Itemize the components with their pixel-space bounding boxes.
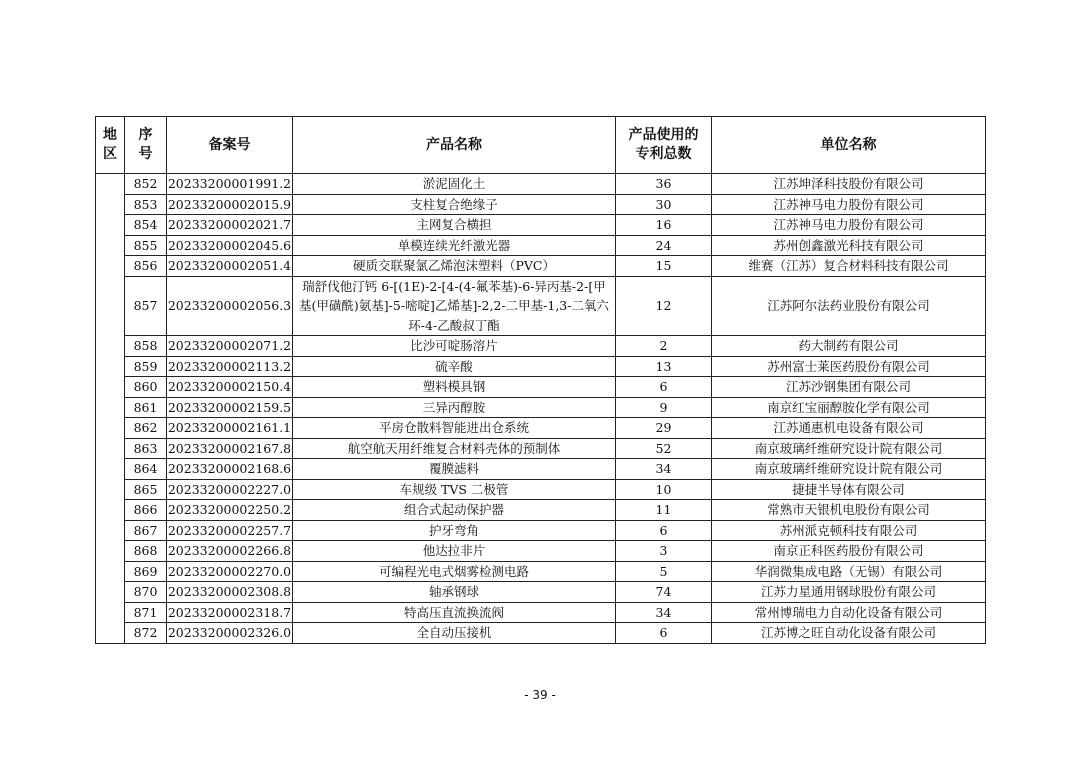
table-row [96, 194, 986, 215]
seq-cell: 859 [125, 356, 167, 377]
header-product-name: 产品名称 [293, 117, 616, 174]
product-name-cell: 全自动压接机 [293, 623, 616, 644]
product-name-cell: 塑料模具钢 [293, 377, 616, 398]
table-row [96, 377, 986, 398]
patent-count-cell: 30 [616, 194, 712, 215]
table-row [96, 561, 986, 582]
product-name-cell: 淤泥固化土 [293, 174, 616, 195]
record-no-cell: 20233200002257.7 [167, 520, 293, 541]
product-name-cell: 护牙弯角 [293, 520, 616, 541]
patent-count-cell: 6 [616, 520, 712, 541]
product-name-cell: 三异丙醇胺 [293, 397, 616, 418]
patent-count-cell: 13 [616, 356, 712, 377]
patent-count-cell: 3 [616, 541, 712, 562]
table-row [96, 582, 986, 603]
unit-name-cell: 药大制药有限公司 [712, 336, 986, 357]
table-row [96, 500, 986, 521]
record-no-cell: 20233200002113.2 [167, 356, 293, 377]
seq-cell: 861 [125, 397, 167, 418]
seq-cell: 855 [125, 235, 167, 256]
patent-count-cell: 24 [616, 235, 712, 256]
patent-count-cell: 36 [616, 174, 712, 195]
seq-cell: 871 [125, 602, 167, 623]
unit-name-cell: 江苏神马电力股份有限公司 [712, 194, 986, 215]
patent-count-cell: 2 [616, 336, 712, 357]
unit-name-cell: 江苏阿尔法药业股份有限公司 [712, 276, 986, 336]
seq-cell: 872 [125, 623, 167, 644]
product-name-cell: 他达拉非片 [293, 541, 616, 562]
record-no-cell: 20233200002266.8 [167, 541, 293, 562]
patent-count-cell: 15 [616, 256, 712, 277]
seq-cell: 860 [125, 377, 167, 398]
unit-name-cell: 江苏坤泽科技股份有限公司 [712, 174, 986, 195]
patent-count-cell: 34 [616, 602, 712, 623]
product-name-cell: 特高压直流换流阀 [293, 602, 616, 623]
product-name-cell: 轴承钢球 [293, 582, 616, 603]
table-row [96, 418, 986, 439]
unit-name-cell: 南京红宝丽醇胺化学有限公司 [712, 397, 986, 418]
product-name-cell: 硫辛酸 [293, 356, 616, 377]
table-row [96, 623, 986, 644]
patent-count-cell: 6 [616, 623, 712, 644]
header-patent-count: 产品使用的 专利总数 [616, 117, 712, 174]
patent-count-cell: 11 [616, 500, 712, 521]
unit-name-cell: 江苏博之旺自动化设备有限公司 [712, 623, 986, 644]
header-row [96, 117, 986, 174]
record-no-cell: 20233200002056.3 [167, 276, 293, 336]
unit-name-cell: 常州博瑞电力自动化设备有限公司 [712, 602, 986, 623]
record-no-cell: 20233200002071.2 [167, 336, 293, 357]
record-no-cell: 20233200002308.8 [167, 582, 293, 603]
unit-name-cell: 常熟市天银机电股份有限公司 [712, 500, 986, 521]
page-number: - 39 - [524, 688, 556, 702]
table-row [96, 541, 986, 562]
table-row [96, 397, 986, 418]
patent-count-cell: 34 [616, 459, 712, 480]
patent-count-cell: 5 [616, 561, 712, 582]
unit-name-cell: 南京正科医药股份有限公司 [712, 541, 986, 562]
table-row [96, 356, 986, 377]
table-row [96, 215, 986, 236]
header-seq: 序 号 [125, 117, 167, 174]
unit-name-cell: 苏州派克顿科技有限公司 [712, 520, 986, 541]
record-no-cell: 20233200002045.6 [167, 235, 293, 256]
product-name-cell: 车规级 TVS 二极管 [293, 479, 616, 500]
unit-name-cell: 江苏沙钢集团有限公司 [712, 377, 986, 398]
product-name-cell: 瑞舒伐他汀钙 6-[(1E)-2-[4-(4-氟苯基)-6-异丙基-2-[甲基(甲磺酰)氨基]-5-嘧啶]乙烯基]-2,2-二甲基-1,3-二氧六环-4-乙酸叔丁酯 [293, 276, 616, 336]
table-row [96, 479, 986, 500]
table-row [96, 459, 986, 480]
patent-count-cell: 6 [616, 377, 712, 398]
header-unit-name: 单位名称 [712, 117, 986, 174]
patent-count-cell: 12 [616, 276, 712, 336]
patent-count-cell: 29 [616, 418, 712, 439]
patent-count-cell: 10 [616, 479, 712, 500]
seq-cell: 858 [125, 336, 167, 357]
product-name-cell: 支柱复合绝缘子 [293, 194, 616, 215]
record-no-cell: 20233200002270.0 [167, 561, 293, 582]
header-region: 地 区 [96, 117, 125, 174]
unit-name-cell: 捷捷半导体有限公司 [712, 479, 986, 500]
record-no-cell: 20233200002168.6 [167, 459, 293, 480]
seq-cell: 862 [125, 418, 167, 439]
table-row [96, 256, 986, 277]
table-row [96, 276, 986, 336]
seq-cell: 853 [125, 194, 167, 215]
table-row [96, 235, 986, 256]
unit-name-cell: 华润微集成电路（无锡）有限公司 [712, 561, 986, 582]
unit-name-cell: 南京玻璃纤维研究设计院有限公司 [712, 438, 986, 459]
record-no-cell: 20233200002161.1 [167, 418, 293, 439]
product-name-cell: 航空航天用纤维复合材料壳体的预制体 [293, 438, 616, 459]
table-row [96, 602, 986, 623]
seq-cell: 866 [125, 500, 167, 521]
table-row [96, 174, 986, 195]
unit-name-cell: 苏州创鑫激光科技有限公司 [712, 235, 986, 256]
product-name-cell: 主网复合横担 [293, 215, 616, 236]
record-no-cell: 20233200002150.4 [167, 377, 293, 398]
record-no-cell: 20233200002015.9 [167, 194, 293, 215]
seq-cell: 869 [125, 561, 167, 582]
seq-cell: 868 [125, 541, 167, 562]
product-name-cell: 平房仓散料智能进出仓系统 [293, 418, 616, 439]
unit-name-cell: 江苏通惠机电设备有限公司 [712, 418, 986, 439]
unit-name-cell: 江苏神马电力股份有限公司 [712, 215, 986, 236]
table-row [96, 520, 986, 541]
record-no-cell: 20233200002318.7 [167, 602, 293, 623]
unit-name-cell: 江苏力星通用钢球股份有限公司 [712, 582, 986, 603]
record-no-cell: 20233200002227.0 [167, 479, 293, 500]
product-name-cell: 组合式起动保护器 [293, 500, 616, 521]
seq-cell: 865 [125, 479, 167, 500]
product-name-cell: 覆膜滤料 [293, 459, 616, 480]
record-no-cell: 20233200002326.0 [167, 623, 293, 644]
record-no-cell: 20233200002051.4 [167, 256, 293, 277]
seq-cell: 864 [125, 459, 167, 480]
record-no-cell: 20233200002159.5 [167, 397, 293, 418]
unit-name-cell: 维赛（江苏）复合材料科技有限公司 [712, 256, 986, 277]
seq-cell: 852 [125, 174, 167, 195]
seq-cell: 867 [125, 520, 167, 541]
product-name-cell: 可编程光电式烟雾检测电路 [293, 561, 616, 582]
table-row [96, 336, 986, 357]
product-name-cell: 单模连续光纤激光器 [293, 235, 616, 256]
patent-count-cell: 52 [616, 438, 712, 459]
header-record-no: 备案号 [167, 117, 293, 174]
seq-cell: 870 [125, 582, 167, 603]
record-no-cell: 20233200002021.7 [167, 215, 293, 236]
unit-name-cell: 苏州富士莱医药股份有限公司 [712, 356, 986, 377]
seq-cell: 856 [125, 256, 167, 277]
filing-table [95, 116, 986, 644]
record-no-cell: 20233200002250.2 [167, 500, 293, 521]
product-name-cell: 硬质交联聚氯乙烯泡沫塑料（PVC） [293, 256, 616, 277]
patent-count-cell: 74 [616, 582, 712, 603]
seq-cell: 857 [125, 276, 167, 336]
seq-cell: 854 [125, 215, 167, 236]
record-no-cell: 20233200002167.8 [167, 438, 293, 459]
seq-cell: 863 [125, 438, 167, 459]
product-name-cell: 比沙可啶肠溶片 [293, 336, 616, 357]
patent-count-cell: 9 [616, 397, 712, 418]
table-row [96, 438, 986, 459]
record-no-cell: 20233200001991.2 [167, 174, 293, 195]
unit-name-cell: 南京玻璃纤维研究设计院有限公司 [712, 459, 986, 480]
region-cell [96, 174, 125, 644]
patent-count-cell: 16 [616, 215, 712, 236]
